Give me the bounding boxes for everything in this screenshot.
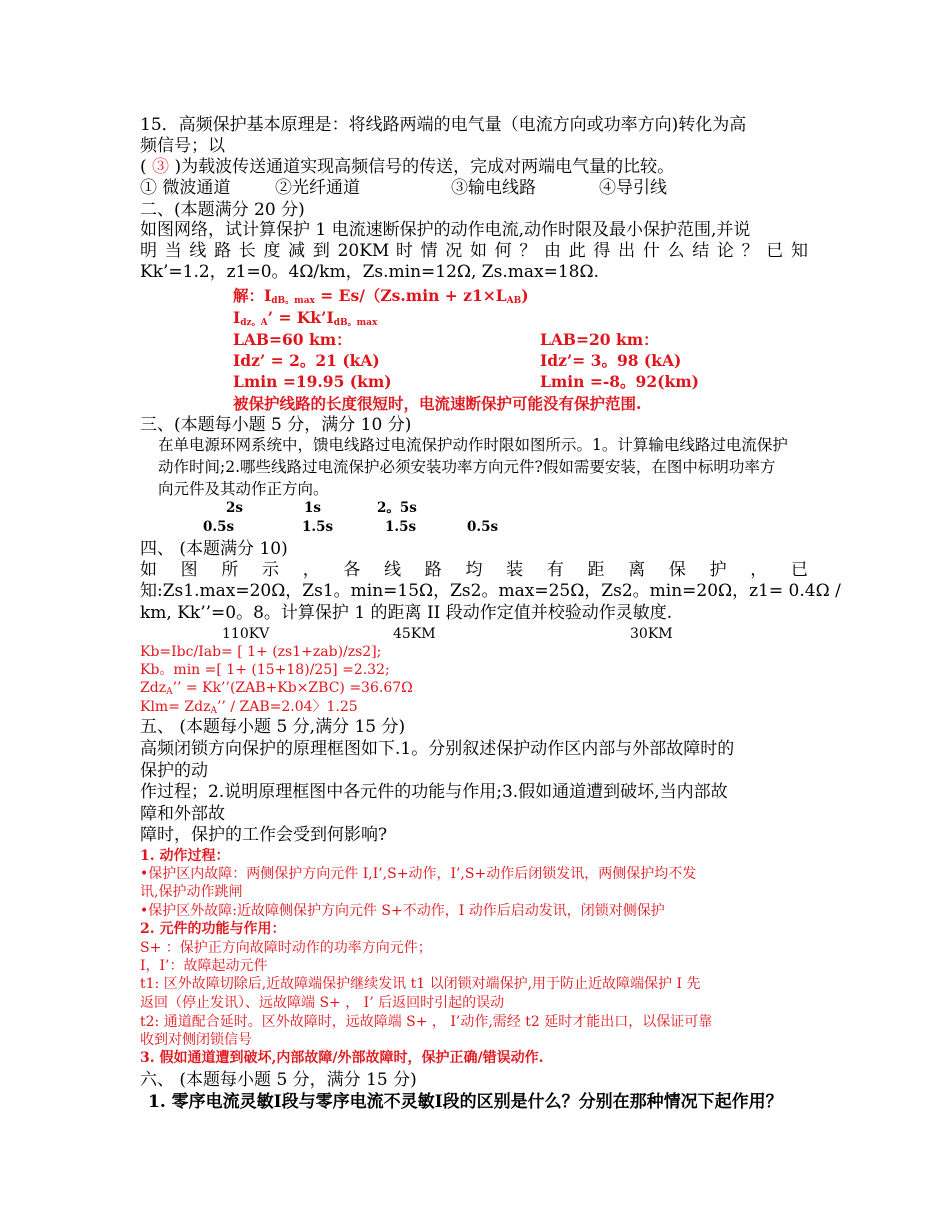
- s5-answer-2-text: I，I’：故障起动元件: [140, 958, 268, 974]
- s4-solution-1: Kb=Ibc/Iab= [ 1+ (zs1+zab)/zs2];: [140, 644, 382, 660]
- s2-right-1: LAB=20 km：: [540, 330, 659, 349]
- s4-line-label: 110KV: [222, 626, 270, 642]
- s3-line-3: 向元件及其动作正方向。: [158, 480, 329, 498]
- s4-line-3: km, Kk’’=0。8。计算保护 1 的距离 II 段动作定值并校验动作灵敏度.: [140, 603, 673, 623]
- s5-answer-1-text: •保护区内故障：两侧保护方向元件 I,I’,S+动作，I’,S+动作后闭锁发讯，两侧保护均不发: [140, 866, 697, 882]
- s3-time-label: 2。5s: [377, 500, 417, 516]
- s6-question-1: 1. 零序电流灵敏Ⅰ段与零序电流不灵敏Ⅰ段的区别是什么？分别在那种情况下起作用？: [148, 1092, 783, 1112]
- s2-right-3: Lmin =-8。92(km): [540, 372, 699, 391]
- q15-answer: ③: [152, 157, 170, 177]
- s5-question-line: 障和外部故: [140, 804, 225, 824]
- s5-answer-2-text: 返回（停止发讯）、远故障端 S+ ， I’ 后返回时引起的误动: [140, 995, 505, 1011]
- s5-answer-2-title: 2. 元件的功能与作用：: [140, 921, 286, 937]
- s4-solution-3: Zdz$_A$’’ = Kk’’(ZAB+Kb×ZBC) =36.67Ω: [140, 680, 413, 697]
- s5-answer-2-text: t2: 通道配合延时。区外故障时，远故障端 S+ ， I’动作,需经 t2 延时才能出口，以保证可靠: [140, 1014, 713, 1030]
- q15-option-1: ① 微波通道: [140, 178, 231, 198]
- s4-solution-2: Kb。min =[ 1+ (15+18)/25] =2.32;: [140, 662, 390, 678]
- q15-line-3: [140, 159, 674, 176]
- q15-option-4: ④导引线: [599, 178, 667, 198]
- s4-line-label: 30KM: [630, 626, 673, 642]
- s2-conclusion: 被保护线路的长度很短时，电流速断保护可能没有保护范围.: [233, 394, 642, 413]
- s2-line-1: 如图网络，试计算保护 1 电流速断保护的动作电流,动作时限及最小保护范围,并说: [140, 220, 751, 240]
- s3-line-2: 动作时间;2.哪些线路过电流保护必须安装功率方向元件?假如需要安装，在图中标明功率方: [158, 458, 776, 476]
- s3-line-1: 在单电源环网系统中，馈电线路过电流保护动作时限如图所示。1。计算输电线路过电流保护: [158, 436, 788, 454]
- s5-answer-2-text: t1: 区外故障切除后,近故障端保护继续发讯 t1 以闭锁对端保护,用于防止近故障端保护 I 先: [140, 976, 701, 992]
- section-6-heading: 六、 (本题每小题 5 分，满分 15 分): [140, 1070, 417, 1090]
- section-2-heading: 二、(本题满分 20 分): [140, 200, 305, 220]
- s3-time-label: 0.5s: [467, 519, 499, 535]
- s2-line-2: 明 当 线 路 长 度 减 到 20KM 时 情 况 如 何 ？ 由 此 得 出 什 么 结 论 ？ 已 知: [140, 241, 808, 261]
- s5-question-line: 高频闭锁方向保护的原理框图如下.1。分别叙述保护动作区内部与外部故障时的: [140, 739, 735, 759]
- s3-time-label: 0.5s: [203, 519, 235, 535]
- s3-time-label: 1.5s: [385, 519, 417, 535]
- section-5-heading: 五、 (本题每小题 5 分,满分 15 分): [140, 717, 406, 737]
- s5-answer-1-text: 讯,保护动作跳闸: [140, 884, 243, 900]
- q15-line-2: 频信号；以: [140, 136, 225, 156]
- s3-time-label: 2s: [226, 500, 243, 516]
- s5-question-line: 作过程；2.说明原理框图中各元件的功能与作用;3.假如通道遭到破坏,当内部故: [140, 782, 728, 802]
- q15-line-1: 15．高频保护基本原理是：将线路两端的电气量（电流方向或功率方向)转化为高: [140, 115, 747, 135]
- s2-right-2: Idz’= 3。98 (kA): [540, 351, 682, 370]
- blank-rest: )为载波传送通道实现高频信号的传送，完成对两端电气量的比较。: [174, 157, 675, 177]
- s3-time-label: 1.5s: [302, 519, 334, 535]
- section-4-heading: 四、 (本题满分 10): [140, 539, 288, 559]
- s3-time-label: 1s: [304, 500, 321, 516]
- s2-left-2: Idz’ = 2。21 (kA): [233, 351, 380, 370]
- s5-answer-2-text: S+ ：保护正方向故障时动作的功率方向元件；: [140, 940, 432, 956]
- s5-question-line: 障时，保护的工作会受到何影响?: [140, 825, 388, 845]
- s2-left-1: LAB=60 km：: [233, 330, 352, 349]
- s5-answer-1-title: 1. 动作过程：: [140, 848, 230, 864]
- s5-answer-3: 3. 假如通道遭到破坏,内部故障/外部故障时，保护正确/错误动作.: [140, 1050, 544, 1066]
- s2-line-3: Kk’=1.2，z1=0。4Ω/km，Zs.min=12Ω, Zs.max=18Ω.: [140, 262, 599, 282]
- s4-line-2: 知:Zs1.max=20Ω，Zs1。min=15Ω，Zs2。max=25Ω，Zs2。min=20Ω，z1= 0.4Ω /: [140, 581, 841, 601]
- blank-open: (: [140, 157, 147, 177]
- q15-option-3: ③输电线路: [451, 178, 536, 198]
- s5-answer-1-text: •保护区外故障:近故障侧保护方向元件 S+不动作，I 动作后启动发讯，闭锁对侧保护: [140, 903, 665, 919]
- s5-question-line: 保护的动: [140, 761, 208, 781]
- s4-line-1: 如 图 所 示 ， 各 线 路 均 装 有 距 离 保 护 ， 已: [140, 560, 808, 580]
- s5-answer-2-text: 收到对侧闭锁信号: [140, 1032, 252, 1048]
- s2-solution-1: 解：$I_{dB。max} = Es/(Zs.\min + z1\times L_{AB})$: [233, 286, 529, 306]
- s4-solution-4: Klm= Zdz$_A$’’ / ZAB=2.04〉1.25: [140, 699, 358, 716]
- s2-solution-2: $I_{dz。A}$’ = $Kk’I_{dB。max}$: [233, 308, 378, 328]
- section-3-heading: 三、(本题每小题 5 分，满分 10 分): [140, 415, 412, 435]
- s4-line-label: 45KM: [393, 626, 436, 642]
- s2-left-3: Lmin =19.95 (km): [233, 372, 392, 391]
- q15-option-2: ②光纤通道: [275, 178, 360, 198]
